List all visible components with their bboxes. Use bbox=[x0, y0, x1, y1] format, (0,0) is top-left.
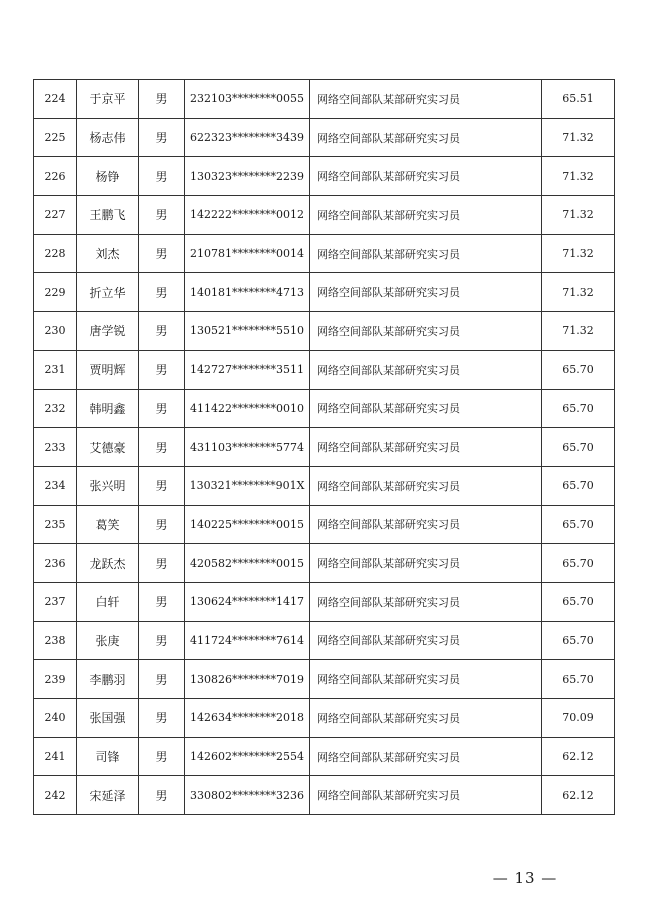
cell-position: 网络空间部队某部研究实习员 bbox=[310, 699, 542, 738]
table-row bbox=[34, 157, 615, 196]
table-row bbox=[34, 582, 615, 621]
table-row bbox=[34, 544, 615, 583]
table-row bbox=[34, 660, 615, 699]
cell-gender: 男 bbox=[139, 234, 185, 273]
cell-score: 71.32 bbox=[542, 196, 615, 235]
cell-gender: 男 bbox=[139, 660, 185, 699]
cell-id-number: 431103********5774 bbox=[185, 428, 310, 467]
table-row bbox=[34, 350, 615, 389]
cell-serial-number: 235 bbox=[34, 505, 77, 544]
cell-id-number: 130321********901X bbox=[185, 466, 310, 505]
cell-id-number: 210781********0014 bbox=[185, 234, 310, 273]
cell-name: 于京平 bbox=[77, 80, 139, 119]
cell-position: 网络空间部队某部研究实习员 bbox=[310, 118, 542, 157]
cell-score: 65.70 bbox=[542, 621, 615, 660]
cell-name: 王鹏飞 bbox=[77, 196, 139, 235]
cell-gender: 男 bbox=[139, 157, 185, 196]
cell-gender: 男 bbox=[139, 350, 185, 389]
cell-serial-number: 241 bbox=[34, 737, 77, 776]
cell-name: 杨铮 bbox=[77, 157, 139, 196]
table-row bbox=[34, 737, 615, 776]
cell-name: 李鹏羽 bbox=[77, 660, 139, 699]
cell-score: 71.32 bbox=[542, 234, 615, 273]
cell-serial-number: 239 bbox=[34, 660, 77, 699]
cell-name: 贾明辉 bbox=[77, 350, 139, 389]
table-row bbox=[34, 80, 615, 119]
cell-name: 白轩 bbox=[77, 582, 139, 621]
cell-id-number: 140181********4713 bbox=[185, 273, 310, 312]
cell-position: 网络空间部队某部研究实习员 bbox=[310, 157, 542, 196]
cell-score: 71.32 bbox=[542, 273, 615, 312]
cell-name: 张兴明 bbox=[77, 466, 139, 505]
cell-serial-number: 226 bbox=[34, 157, 77, 196]
cell-name: 张国强 bbox=[77, 699, 139, 738]
cell-score: 62.12 bbox=[542, 776, 615, 815]
cell-score: 71.32 bbox=[542, 312, 615, 351]
cell-gender: 男 bbox=[139, 80, 185, 119]
cell-serial-number: 238 bbox=[34, 621, 77, 660]
cell-position: 网络空间部队某部研究实习员 bbox=[310, 312, 542, 351]
cell-position: 网络空间部队某部研究实习员 bbox=[310, 582, 542, 621]
table-row bbox=[34, 428, 615, 467]
cell-position: 网络空间部队某部研究实习员 bbox=[310, 466, 542, 505]
cell-gender: 男 bbox=[139, 505, 185, 544]
cell-score: 65.70 bbox=[542, 350, 615, 389]
cell-id-number: 142727********3511 bbox=[185, 350, 310, 389]
cell-id-number: 420582********0015 bbox=[185, 544, 310, 583]
cell-id-number: 130624********1417 bbox=[185, 582, 310, 621]
cell-name: 刘杰 bbox=[77, 234, 139, 273]
cell-name: 唐学锐 bbox=[77, 312, 139, 351]
cell-name: 艾德豪 bbox=[77, 428, 139, 467]
cell-gender: 男 bbox=[139, 273, 185, 312]
cell-serial-number: 233 bbox=[34, 428, 77, 467]
cell-id-number: 330802********3236 bbox=[185, 776, 310, 815]
page-number: — 13 — bbox=[492, 869, 558, 887]
cell-id-number: 140225********0015 bbox=[185, 505, 310, 544]
cell-serial-number: 228 bbox=[34, 234, 77, 273]
cell-name: 司锋 bbox=[77, 737, 139, 776]
cell-gender: 男 bbox=[139, 428, 185, 467]
cell-serial-number: 229 bbox=[34, 273, 77, 312]
cell-id-number: 142222********0012 bbox=[185, 196, 310, 235]
cell-gender: 男 bbox=[139, 582, 185, 621]
table-row bbox=[34, 621, 615, 660]
table-row bbox=[34, 118, 615, 157]
cell-serial-number: 225 bbox=[34, 118, 77, 157]
cell-gender: 男 bbox=[139, 737, 185, 776]
cell-gender: 男 bbox=[139, 621, 185, 660]
cell-serial-number: 230 bbox=[34, 312, 77, 351]
cell-serial-number: 232 bbox=[34, 389, 77, 428]
cell-position: 网络空间部队某部研究实习员 bbox=[310, 505, 542, 544]
cell-position: 网络空间部队某部研究实习员 bbox=[310, 776, 542, 815]
cell-name: 韩明鑫 bbox=[77, 389, 139, 428]
cell-gender: 男 bbox=[139, 118, 185, 157]
cell-name: 杨志伟 bbox=[77, 118, 139, 157]
cell-position: 网络空间部队某部研究实习员 bbox=[310, 234, 542, 273]
cell-name: 葛笑 bbox=[77, 505, 139, 544]
roster-table bbox=[33, 79, 615, 815]
cell-gender: 男 bbox=[139, 196, 185, 235]
cell-serial-number: 237 bbox=[34, 582, 77, 621]
cell-gender: 男 bbox=[139, 544, 185, 583]
cell-serial-number: 224 bbox=[34, 80, 77, 119]
cell-serial-number: 242 bbox=[34, 776, 77, 815]
cell-serial-number: 227 bbox=[34, 196, 77, 235]
table-row bbox=[34, 699, 615, 738]
cell-id-number: 411422********0010 bbox=[185, 389, 310, 428]
table-row bbox=[34, 273, 615, 312]
cell-position: 网络空间部队某部研究实习员 bbox=[310, 544, 542, 583]
cell-score: 62.12 bbox=[542, 737, 615, 776]
table-row bbox=[34, 466, 615, 505]
cell-score: 71.32 bbox=[542, 157, 615, 196]
cell-id-number: 130521********5510 bbox=[185, 312, 310, 351]
cell-score: 65.70 bbox=[542, 428, 615, 467]
cell-score: 65.70 bbox=[542, 505, 615, 544]
cell-position: 网络空间部队某部研究实习员 bbox=[310, 350, 542, 389]
cell-score: 65.70 bbox=[542, 660, 615, 699]
table-row bbox=[34, 505, 615, 544]
cell-position: 网络空间部队某部研究实习员 bbox=[310, 273, 542, 312]
cell-id-number: 130323********2239 bbox=[185, 157, 310, 196]
cell-id-number: 622323********3439 bbox=[185, 118, 310, 157]
table-row bbox=[34, 389, 615, 428]
cell-name: 折立华 bbox=[77, 273, 139, 312]
cell-serial-number: 240 bbox=[34, 699, 77, 738]
cell-position: 网络空间部队某部研究实习员 bbox=[310, 737, 542, 776]
cell-score: 70.09 bbox=[542, 699, 615, 738]
cell-score: 65.70 bbox=[542, 544, 615, 583]
cell-gender: 男 bbox=[139, 389, 185, 428]
cell-name: 张庚 bbox=[77, 621, 139, 660]
cell-position: 网络空间部队某部研究实习员 bbox=[310, 389, 542, 428]
table-row bbox=[34, 234, 615, 273]
table-row bbox=[34, 196, 615, 235]
table-row bbox=[34, 312, 615, 351]
cell-gender: 男 bbox=[139, 312, 185, 351]
cell-position: 网络空间部队某部研究实习员 bbox=[310, 80, 542, 119]
cell-score: 65.70 bbox=[542, 389, 615, 428]
cell-gender: 男 bbox=[139, 466, 185, 505]
cell-name: 宋延泽 bbox=[77, 776, 139, 815]
cell-id-number: 411724********7614 bbox=[185, 621, 310, 660]
cell-score: 65.70 bbox=[542, 466, 615, 505]
cell-serial-number: 231 bbox=[34, 350, 77, 389]
cell-score: 71.32 bbox=[542, 118, 615, 157]
cell-position: 网络空间部队某部研究实习员 bbox=[310, 660, 542, 699]
cell-score: 65.70 bbox=[542, 582, 615, 621]
cell-gender: 男 bbox=[139, 699, 185, 738]
roster-table-body bbox=[34, 80, 615, 815]
cell-position: 网络空间部队某部研究实习员 bbox=[310, 196, 542, 235]
cell-serial-number: 236 bbox=[34, 544, 77, 583]
cell-gender: 男 bbox=[139, 776, 185, 815]
cell-serial-number: 234 bbox=[34, 466, 77, 505]
cell-id-number: 142634********2018 bbox=[185, 699, 310, 738]
cell-position: 网络空间部队某部研究实习员 bbox=[310, 428, 542, 467]
cell-name: 龙跃杰 bbox=[77, 544, 139, 583]
cell-score: 65.51 bbox=[542, 80, 615, 119]
cell-id-number: 130826********7019 bbox=[185, 660, 310, 699]
cell-position: 网络空间部队某部研究实习员 bbox=[310, 621, 542, 660]
cell-id-number: 232103********0055 bbox=[185, 80, 310, 119]
cell-id-number: 142602********2554 bbox=[185, 737, 310, 776]
table-row bbox=[34, 776, 615, 815]
